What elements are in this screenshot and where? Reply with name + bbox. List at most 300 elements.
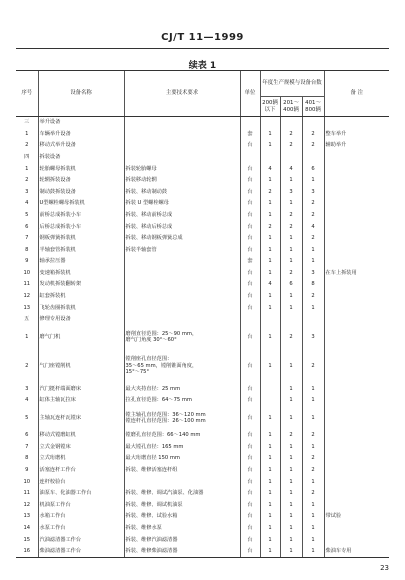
name-cell: 缸体主轴瓦拉床 — [38, 395, 124, 407]
seq-cell: 6 — [25, 432, 29, 439]
count-cell-3: 1 — [302, 406, 324, 429]
unit-cell: 台 — [240, 209, 260, 221]
seq-cell: 1 — [25, 165, 29, 172]
unit-cell: 台 — [240, 406, 260, 429]
spec-cell — [124, 151, 240, 163]
name-cell: 变速箱拆装机 — [38, 267, 124, 279]
table-row — [16, 464, 389, 476]
count-cell-2: 1 — [280, 476, 302, 488]
unit-cell: 台 — [240, 302, 260, 314]
count-cell-1: 1 — [260, 406, 280, 429]
remark-cell — [324, 117, 389, 129]
count-cell-1: 1 — [260, 464, 280, 476]
spec-cell: 磨削直径范围：25～90 mm， 磨气门角度 30°～60° — [124, 325, 240, 348]
name-cell: 活塞连杆工作台 — [38, 464, 124, 476]
unit-cell: 台 — [240, 267, 260, 279]
seq-cell: 五 — [24, 316, 30, 323]
spec-cell — [124, 314, 240, 326]
table-row — [16, 511, 389, 523]
count-cell-2: 1 — [280, 522, 302, 534]
name-cell: 钢板弹簧拆装机 — [38, 232, 124, 244]
unit-cell: 台 — [240, 522, 260, 534]
spec-cell: 镗磨孔直径范围：66～140 mm — [124, 430, 240, 442]
unit-cell: 台 — [240, 244, 260, 256]
count-cell-2: 1 — [280, 534, 302, 546]
unit-cell: 台 — [240, 198, 260, 210]
count-cell-3: 3 — [302, 267, 324, 279]
count-cell-1: 1 — [260, 174, 280, 186]
count-cell-1: 1 — [260, 302, 280, 314]
count-cell-3: 2 — [302, 464, 324, 476]
remark-cell — [324, 464, 389, 476]
spec-cell: 拉孔直径范围：64～75 mm — [124, 395, 240, 407]
name-cell: 轮胎螺母拆装机 — [38, 163, 124, 175]
col-header-cap-2: 201～400辆 — [280, 97, 302, 117]
name-cell: 修理专用设备 — [38, 314, 124, 326]
table-row — [16, 302, 389, 314]
count-cell-1: 1 — [260, 488, 280, 500]
spec-cell: 拆装、维修柴油滤清器 — [124, 545, 240, 557]
count-cell-1: 1 — [260, 267, 280, 279]
unit-cell: 台 — [240, 488, 260, 500]
unit-cell — [240, 314, 260, 326]
name-cell: 半轴套管拆装机 — [38, 244, 124, 256]
remark-cell — [324, 534, 389, 546]
col-header-cap-3: 401～800辆 — [302, 97, 324, 117]
count-cell-1 — [260, 117, 280, 129]
remark-cell: 在车上拆装用 — [324, 267, 389, 279]
count-cell-1 — [260, 314, 280, 326]
unit-cell: 台 — [240, 464, 260, 476]
count-cell-3: 1 — [302, 499, 324, 511]
count-cell-2: 1 — [280, 395, 302, 407]
name-cell: 移动式镗磨缸机 — [38, 430, 124, 442]
table-row — [16, 545, 389, 557]
count-cell-3: 1 — [302, 545, 324, 557]
count-cell-3: 1 — [302, 511, 324, 523]
count-cell-3: 1 — [302, 476, 324, 488]
remark-cell: 柴油车专用 — [324, 545, 389, 557]
remark-cell: 整车举升 — [324, 128, 389, 140]
name-cell: 轮辋拆装设备 — [38, 174, 124, 186]
remark-cell — [324, 221, 389, 233]
table-row — [16, 128, 389, 140]
count-cell-3: 1 — [302, 383, 324, 395]
unit-cell: 台 — [240, 221, 260, 233]
standard-code-header: CJ/T 11—1999 — [161, 32, 244, 43]
name-cell: 前桥总成拆装小车 — [38, 209, 124, 221]
name-cell: U型螺栓螺母拆装机 — [38, 198, 124, 210]
count-cell-1: 1 — [260, 244, 280, 256]
header-rule — [16, 48, 389, 49]
unit-cell: 台 — [240, 290, 260, 302]
count-cell-3: 2 — [302, 140, 324, 152]
count-cell-3: 2 — [302, 198, 324, 210]
count-cell-3: 4 — [302, 221, 324, 233]
remark-cell — [324, 186, 389, 198]
seq-cell: 4 — [25, 200, 29, 207]
count-cell-3: 2 — [302, 453, 324, 465]
remark-cell — [324, 151, 389, 163]
name-cell: 磨气门机 — [38, 325, 124, 348]
spec-cell — [124, 476, 240, 488]
count-cell-2: 2 — [280, 430, 302, 442]
name-cell: 发动机拆装翻转架 — [38, 279, 124, 291]
table-row — [16, 151, 389, 163]
count-cell-2: 6 — [280, 279, 302, 291]
spec-cell — [124, 117, 240, 129]
count-cell-1: 1 — [260, 232, 280, 244]
seq-cell: 11 — [23, 281, 31, 288]
name-cell: 车辆举升设备 — [38, 128, 124, 140]
remark-cell — [324, 453, 389, 465]
unit-cell: 台 — [240, 348, 260, 383]
table-row — [16, 395, 389, 407]
seq-cell: 14 — [23, 524, 31, 531]
spec-cell: 拆装、维修、试验水箱 — [124, 511, 240, 523]
spec-cell — [124, 290, 240, 302]
unit-cell — [240, 151, 260, 163]
seq-cell: 7 — [25, 235, 29, 242]
seq-cell: 12 — [23, 293, 31, 300]
seq-cell: 3 — [25, 188, 29, 195]
unit-cell: 台 — [240, 511, 260, 523]
unit-cell: 台 — [240, 383, 260, 395]
name-cell: 立式金钢镗床 — [38, 441, 124, 453]
spec-cell — [124, 140, 240, 152]
count-cell-1: 1 — [260, 128, 280, 140]
count-cell-1: 1 — [260, 256, 280, 268]
remark-cell — [324, 441, 389, 453]
name-cell: 机油泵工作台 — [38, 499, 124, 511]
count-cell-2: 1 — [280, 545, 302, 557]
count-cell-2 — [280, 151, 302, 163]
col-header-remark: 备 注 — [324, 71, 389, 117]
count-cell-2: 4 — [280, 163, 302, 175]
unit-cell: 台 — [240, 499, 260, 511]
table-row — [16, 140, 389, 152]
equipment-table — [16, 70, 389, 558]
count-cell-3: 2 — [302, 488, 324, 500]
table-row — [16, 406, 389, 429]
name-cell: 举升设备 — [38, 117, 124, 129]
spec-cell: 拆装移动轮辋 — [124, 174, 240, 186]
seq-cell: 3 — [25, 385, 29, 392]
count-cell-3: 2 — [302, 290, 324, 302]
count-cell-2: 1 — [280, 244, 302, 256]
count-cell-3: 1 — [302, 522, 324, 534]
table-row — [16, 534, 389, 546]
count-cell-2: 2 — [280, 209, 302, 221]
count-cell-2: 1 — [280, 348, 302, 383]
count-cell-2: 2 — [280, 140, 302, 152]
count-cell-1 — [260, 395, 280, 407]
seq-cell: 1 — [25, 333, 29, 340]
spec-cell: 拆装、移动钢板弹簧总成 — [124, 232, 240, 244]
name-cell: 移动式举升设备 — [38, 140, 124, 152]
table-row — [16, 279, 389, 291]
count-cell-3: 1 — [302, 174, 324, 186]
seq-cell: 13 — [23, 304, 31, 311]
count-cell-1: 2 — [260, 221, 280, 233]
count-cell-2: 3 — [280, 186, 302, 198]
remark-cell — [324, 290, 389, 302]
table-row — [16, 441, 389, 453]
remark-cell — [324, 174, 389, 186]
name-cell: 柴油滤清器工作台 — [38, 545, 124, 557]
remark-cell — [324, 406, 389, 429]
table-row — [16, 117, 389, 129]
remark-cell — [324, 244, 389, 256]
seq-cell: 11 — [23, 490, 31, 497]
seq-cell: 三 — [24, 119, 30, 126]
name-cell: 制动鼓拆装设备 — [38, 186, 124, 198]
count-cell-2: 1 — [280, 198, 302, 210]
count-cell-1: 1 — [260, 430, 280, 442]
spec-cell: 拆装、移动后桥总成 — [124, 221, 240, 233]
seq-cell: 四 — [24, 153, 30, 160]
unit-cell: 台 — [240, 325, 260, 348]
remark-cell — [324, 522, 389, 534]
count-cell-1: 1 — [260, 198, 280, 210]
table-row — [16, 348, 389, 383]
spec-cell: 拆装轮胎螺母 — [124, 163, 240, 175]
unit-cell: 台 — [240, 395, 260, 407]
table-row — [16, 198, 389, 210]
name-cell: 轴承拉压器 — [38, 256, 124, 268]
count-cell-2: 2 — [280, 128, 302, 140]
col-header-capacity-group: 年度生产规模与设备台数 — [260, 71, 324, 97]
spec-cell: 拆装 U 型螺栓螺母 — [124, 198, 240, 210]
count-cell-1: 1 — [260, 499, 280, 511]
unit-cell: 台 — [240, 186, 260, 198]
remark-cell — [324, 163, 389, 175]
table-row — [16, 221, 389, 233]
seq-cell: 16 — [16, 545, 38, 557]
count-cell-1: 1 — [260, 522, 280, 534]
unit-cell: 台 — [240, 430, 260, 442]
count-cell-1: 1 — [260, 209, 280, 221]
unit-cell — [240, 117, 260, 129]
count-cell-3: 6 — [302, 163, 324, 175]
remark-cell: 带试验 — [324, 511, 389, 523]
spec-cell: 最大珩磨直径 150 mm — [124, 453, 240, 465]
count-cell-3: 1 — [302, 534, 324, 546]
count-cell-2: 1 — [280, 232, 302, 244]
page-number: 23 — [380, 564, 389, 572]
count-cell-1: 1 — [260, 140, 280, 152]
count-cell-2: 1 — [280, 174, 302, 186]
seq-cell: 15 — [23, 536, 31, 543]
count-cell-2: 2 — [280, 267, 302, 279]
table-row — [16, 290, 389, 302]
count-cell-3: 8 — [302, 279, 324, 291]
table-row — [16, 325, 389, 348]
remark-cell — [324, 499, 389, 511]
seq-cell: 1 — [25, 130, 29, 137]
table-row — [16, 244, 389, 256]
spec-cell: 镗削座孔直径范围： 35～65 mm，镗削锥面角度， 15°～75° — [124, 348, 240, 383]
seq-cell: 5 — [25, 211, 29, 218]
table-row — [16, 488, 389, 500]
spec-cell — [124, 128, 240, 140]
seq-cell: 2 — [25, 142, 29, 149]
count-cell-3: 2 — [302, 209, 324, 221]
table-row — [16, 174, 389, 186]
count-cell-1: 2 — [260, 186, 280, 198]
unit-cell: 台 — [240, 441, 260, 453]
count-cell-3 — [302, 151, 324, 163]
table-row — [16, 163, 389, 175]
table-row — [16, 430, 389, 442]
name-cell: 水泵工作台 — [38, 522, 124, 534]
spec-cell — [124, 279, 240, 291]
remark-cell — [324, 314, 389, 326]
count-cell-2: 2 — [280, 325, 302, 348]
spec-cell: 拆装、维修汽油滤清器 — [124, 534, 240, 546]
unit-cell: 台 — [240, 453, 260, 465]
count-cell-1 — [260, 151, 280, 163]
count-cell-2: 1 — [280, 256, 302, 268]
seq-cell: 2 — [25, 362, 29, 369]
name-cell: 后桥总成拆装小车 — [38, 221, 124, 233]
table-row — [16, 499, 389, 511]
col-header-unit: 单位 — [240, 71, 260, 117]
count-cell-3: 1 — [302, 244, 324, 256]
count-cell-2: 1 — [280, 453, 302, 465]
spec-cell: 最大镗孔直径：165 mm — [124, 441, 240, 453]
count-cell-1: 1 — [260, 325, 280, 348]
seq-cell: 8 — [25, 455, 29, 462]
count-cell-3: 2 — [302, 430, 324, 442]
count-cell-3: 3 — [302, 325, 324, 348]
count-cell-2: 1 — [280, 488, 302, 500]
count-cell-2 — [280, 314, 302, 326]
count-cell-3 — [302, 314, 324, 326]
spec-cell — [124, 302, 240, 314]
spec-cell: 镗主轴孔直径范围：36～120 mm 镗连杆孔直径范围：26～100 mm — [124, 406, 240, 429]
table-row — [16, 314, 389, 326]
spec-cell: 拆装、维修活塞连杆组 — [124, 464, 240, 476]
table-row — [16, 267, 389, 279]
seq-cell: 2 — [25, 177, 29, 184]
unit-cell: 台 — [240, 232, 260, 244]
spec-cell: 拆装、移动前桥总成 — [124, 209, 240, 221]
seq-cell: 13 — [23, 513, 31, 520]
remark-cell — [324, 209, 389, 221]
seq-cell: 8 — [25, 246, 29, 253]
count-cell-3: 3 — [302, 186, 324, 198]
table-row — [16, 232, 389, 244]
col-header-name: 设备名称 — [38, 71, 124, 117]
remark-cell — [324, 383, 389, 395]
col-header-spec: 主要技术要求 — [124, 71, 240, 117]
seq-cell: 7 — [25, 443, 29, 450]
count-cell-1: 1 — [260, 476, 280, 488]
spec-cell — [124, 256, 240, 268]
table-row — [16, 522, 389, 534]
remark-cell — [324, 430, 389, 442]
remark-cell — [324, 488, 389, 500]
table-row — [16, 209, 389, 221]
count-cell-1: 1 — [260, 441, 280, 453]
spec-cell — [124, 267, 240, 279]
seq-cell: 4 — [25, 397, 29, 404]
name-cell: 立式珩磨机 — [38, 453, 124, 465]
count-cell-3: 1 — [302, 256, 324, 268]
spec-cell: 拆装、维修、调试汽油泵、化油器 — [124, 488, 240, 500]
count-cell-3: 1 — [302, 395, 324, 407]
unit-cell: 台 — [240, 174, 260, 186]
name-cell: 汽门挺杆端面磨床 — [38, 383, 124, 395]
table-row — [16, 256, 389, 268]
count-cell-1: 1 — [260, 534, 280, 546]
remark-cell: 辅助举升 — [324, 140, 389, 152]
spec-cell: 最大夹持直径：25 mm — [124, 383, 240, 395]
spec-cell: 拆装、维修水泵 — [124, 522, 240, 534]
spec-cell: 拆装半轴套管 — [124, 244, 240, 256]
remark-cell — [324, 302, 389, 314]
seq-cell: 12 — [23, 501, 31, 508]
count-cell-1: 1 — [260, 511, 280, 523]
count-cell-1: 4 — [260, 163, 280, 175]
remark-cell — [324, 476, 389, 488]
count-cell-2: 1 — [280, 383, 302, 395]
remark-cell — [324, 325, 389, 348]
table-row — [16, 383, 389, 395]
seq-cell: 6 — [25, 223, 29, 230]
count-cell-3: 2 — [302, 128, 324, 140]
name-cell: 飞轮齿圈拆装机 — [38, 302, 124, 314]
name-cell: 主轴瓦连杆瓦镗床 — [38, 406, 124, 429]
spec-cell: 拆装、维修、调试机油泵 — [124, 499, 240, 511]
unit-cell: 套 — [240, 128, 260, 140]
count-cell-1: 1 — [260, 348, 280, 383]
count-cell-2: 2 — [280, 221, 302, 233]
name-cell: 油泵车、化油器工作台 — [38, 488, 124, 500]
unit-cell: 台 — [240, 476, 260, 488]
unit-cell: 台 — [240, 140, 260, 152]
count-cell-1: 1 — [260, 290, 280, 302]
count-cell-3: 2 — [302, 232, 324, 244]
name-cell: 连杆校验台 — [38, 476, 124, 488]
count-cell-1: 1 — [260, 545, 280, 557]
count-cell-3: 2 — [302, 348, 324, 383]
unit-cell: 台 — [240, 534, 260, 546]
table-caption: 续表 1 — [188, 61, 217, 71]
remark-cell — [324, 395, 389, 407]
count-cell-1 — [260, 383, 280, 395]
count-cell-3: 1 — [302, 302, 324, 314]
seq-cell: 9 — [25, 467, 29, 473]
seq-cell: 10 — [23, 478, 31, 485]
remark-cell — [324, 198, 389, 210]
seq-cell: 9 — [25, 258, 29, 265]
spec-cell: 拆装、移动制动鼓 — [124, 186, 240, 198]
unit-cell: 台 — [240, 279, 260, 291]
unit-cell: 台 — [240, 545, 260, 557]
name-cell: 水箱工作台 — [38, 511, 124, 523]
name-cell: 气门座镗削机 — [38, 348, 124, 383]
unit-cell: 套 — [240, 256, 260, 268]
count-cell-2: 1 — [280, 441, 302, 453]
seq-cell: 5 — [25, 414, 29, 421]
name-cell: 汽油滤清器工作台 — [38, 534, 124, 546]
table-body — [16, 117, 389, 558]
count-cell-2: 1 — [280, 464, 302, 476]
table-row — [16, 476, 389, 488]
count-cell-2: 1 — [280, 499, 302, 511]
